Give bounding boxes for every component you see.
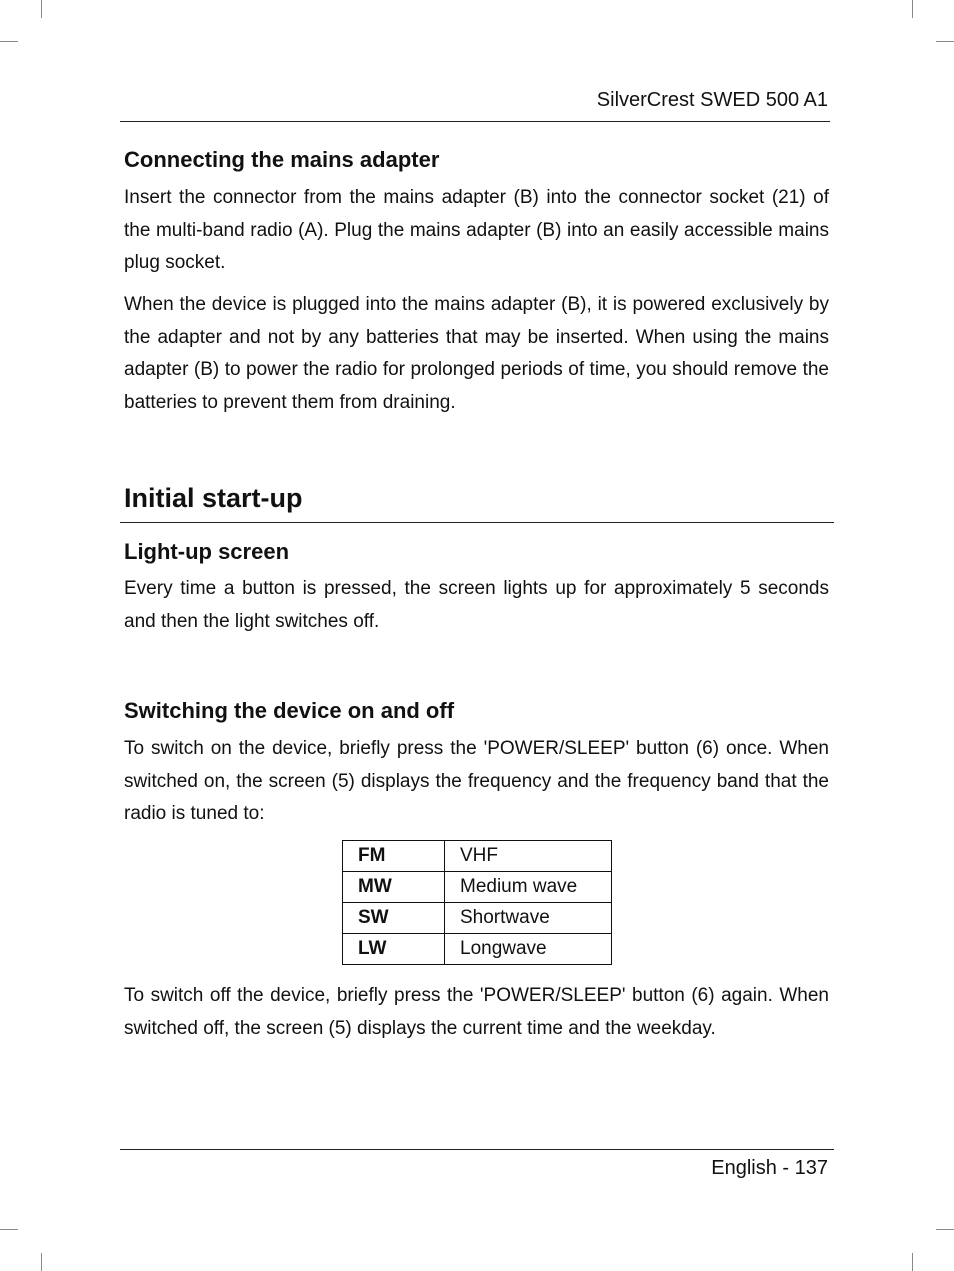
table-row — [343, 934, 612, 965]
page-footer-label: English - 137 — [711, 1157, 828, 1179]
table-row — [343, 841, 612, 872]
section-heading-lightup-screen: Light-up screen — [124, 539, 290, 564]
crop-mark-bottom-right-h — [936, 1229, 954, 1230]
page-header-product: SilverCrest SWED 500 A1 — [596, 89, 828, 111]
crop-mark-top-left-h — [0, 41, 18, 42]
table-row — [343, 872, 612, 903]
crop-mark-bottom-right-v — [912, 1253, 913, 1271]
section-heading-switching: Switching the device on and off — [124, 698, 455, 723]
paragraph-mains-adapter-2: When the device is plugged into the mains adapter (B), it is powered exclusively by the adapter and not by any batteries that may be inserted. When using the mains adapter (B) to power the radio for prolonged periods of time, you should remove the batteries to prevent them from draining. — [124, 294, 829, 413]
paragraph-lightup-screen: Every time a button is pressed, the screen lights up for approximately 5 seconds and then the light switches off. — [124, 578, 829, 632]
crop-mark-bottom-left-h — [0, 1229, 18, 1230]
header-rule — [120, 121, 830, 122]
footer-rule — [120, 1149, 834, 1150]
band-name: Shortwave — [445, 903, 612, 934]
paragraph-mains-adapter-1: Insert the connector from the mains adapter (B) into the connector socket (21) of the multi-band radio (A). Plug the mains adapter (B) into an easily accessible mains plug socket. — [124, 187, 829, 274]
paragraph-switching-outro: To switch off the device, briefly press the 'POWER/SLEEP' button (6) again. When switched off, the screen (5) displays the current time and the weekday. — [124, 985, 829, 1039]
crop-mark-top-right-v — [912, 0, 913, 18]
band-code: FM — [343, 841, 445, 872]
chapter-heading-initial-startup: Initial start-up — [124, 483, 303, 513]
frequency-band-table — [342, 840, 612, 965]
crop-mark-top-right-h — [936, 41, 954, 42]
table-row — [343, 903, 612, 934]
band-name: Medium wave — [445, 872, 612, 903]
section-heading-mains-adapter: Connecting the mains adapter — [124, 147, 440, 172]
chapter-rule — [120, 522, 834, 523]
band-name: VHF — [445, 841, 612, 872]
band-code: LW — [343, 934, 445, 965]
band-name: Longwave — [445, 934, 612, 965]
band-code: SW — [343, 903, 445, 934]
crop-mark-bottom-left-v — [41, 1253, 42, 1271]
crop-mark-top-left-v — [41, 0, 42, 18]
band-code: MW — [343, 872, 445, 903]
paragraph-switching-intro: To switch on the device, briefly press the 'POWER/SLEEP' button (6) once. When switched on, the screen (5) displays the frequency and the frequency band that the radio is tuned to: — [124, 738, 829, 825]
